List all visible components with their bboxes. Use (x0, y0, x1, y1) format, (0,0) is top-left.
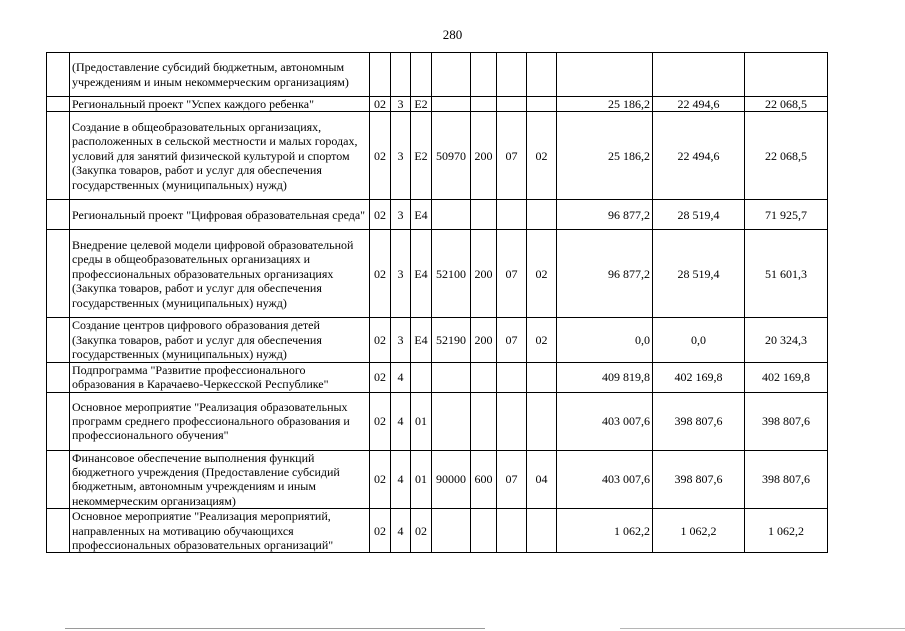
row-code-cell-c5 (471, 97, 497, 112)
row-amount-cell-v1: 0,0 (557, 318, 653, 362)
row-blank-cell (47, 97, 70, 112)
table-row (47, 362, 828, 392)
row-code-cell-c5 (471, 392, 497, 450)
row-code-cell-c2: 4 (391, 450, 411, 509)
row-code-cell-c1: 02 (370, 392, 391, 450)
row-code-cell-c3: Е4 (411, 200, 432, 230)
row-code-cell-c7 (527, 53, 557, 97)
row-code-cell-c4: 52100 (432, 230, 471, 318)
row-code-cell-c6 (497, 53, 527, 97)
row-code-cell-c6 (497, 200, 527, 230)
row-code-cell-c5 (471, 362, 497, 392)
row-blank-cell (47, 112, 70, 200)
row-code-cell-c6: 07 (497, 450, 527, 509)
row-code-cell-c5: 600 (471, 450, 497, 509)
row-amount-cell-v3: 22 068,5 (745, 97, 828, 112)
row-code-cell-c3 (411, 362, 432, 392)
row-amount-cell-v1: 409 819,8 (557, 362, 653, 392)
row-code-cell-c5 (471, 53, 497, 97)
row-code-cell-c2: 4 (391, 509, 411, 553)
row-code-cell-c5: 200 (471, 112, 497, 200)
row-code-cell-c5 (471, 200, 497, 230)
row-code-cell-c7 (527, 362, 557, 392)
row-amount-cell-v1: 403 007,6 (557, 392, 653, 450)
row-amount-cell-v2: 28 519,4 (653, 200, 745, 230)
row-name-cell: Внедрение целевой модели цифровой образовательной среды в общеобразовательных организациях и профессиональных образовательных организациях (Закупка товаров, работ и услуг для обеспечения государственных (муниципальных) нужд) (70, 230, 370, 318)
row-code-cell-c4 (432, 53, 471, 97)
row-code-cell-c1: 02 (370, 450, 391, 509)
row-amount-cell-v2: 0,0 (653, 318, 745, 362)
row-amount-cell-v2: 398 807,6 (653, 450, 745, 509)
row-code-cell-c1: 02 (370, 112, 391, 200)
row-name-cell: Основное мероприятие "Реализация мероприятий, направленных на мотивацию обучающихся профессиональных образовательных организаций" (70, 509, 370, 553)
row-code-cell-c6: 07 (497, 112, 527, 200)
row-code-cell-c1: 02 (370, 509, 391, 553)
row-amount-cell-v2: 398 807,6 (653, 392, 745, 450)
row-code-cell-c2: 3 (391, 318, 411, 362)
row-amount-cell-v1: 96 877,2 (557, 200, 653, 230)
row-amount-cell-v1: 96 877,2 (557, 230, 653, 318)
row-blank-cell (47, 318, 70, 362)
row-code-cell-c3: 01 (411, 392, 432, 450)
row-code-cell-c7 (527, 97, 557, 112)
row-code-cell-c7 (527, 392, 557, 450)
row-code-cell-c6: 07 (497, 230, 527, 318)
row-code-cell-c1: 02 (370, 200, 391, 230)
row-blank-cell (47, 509, 70, 553)
row-code-cell-c4 (432, 392, 471, 450)
row-name-cell: Основное мероприятие "Реализация образовательных программ среднего профессионального образования и профессионального обучения" (70, 392, 370, 450)
row-code-cell-c1: 02 (370, 230, 391, 318)
row-amount-cell-v3 (745, 53, 828, 97)
table-row (47, 509, 828, 553)
row-name-cell: Финансовое обеспечение выполнения функций бюджетного учреждения (Предоставление субсидий бюджетным, автономным учреждениям и иным некоммерческим организациям) (70, 450, 370, 509)
row-name-cell: Региональный проект "Цифровая образовательная среда" (70, 200, 370, 230)
row-code-cell-c4: 52190 (432, 318, 471, 362)
row-blank-cell (47, 230, 70, 318)
row-amount-cell-v1 (557, 53, 653, 97)
row-code-cell-c4: 50970 (432, 112, 471, 200)
row-code-cell-c1: 02 (370, 97, 391, 112)
row-amount-cell-v3: 22 068,5 (745, 112, 828, 200)
row-code-cell-c2: 3 (391, 112, 411, 200)
row-code-cell-c6: 07 (497, 318, 527, 362)
row-code-cell-c6 (497, 362, 527, 392)
row-amount-cell-v2: 22 494,6 (653, 97, 745, 112)
row-code-cell-c2: 4 (391, 362, 411, 392)
row-name-cell: (Предоставление субсидий бюджетным, автономным учреждениям и иным некоммерческим организациям) (70, 53, 370, 97)
row-amount-cell-v2: 1 062,2 (653, 509, 745, 553)
row-code-cell-c7: 02 (527, 318, 557, 362)
page-number: 280 (442, 27, 463, 42)
row-code-cell-c5: 200 (471, 230, 497, 318)
row-amount-cell-v2: 28 519,4 (653, 230, 745, 318)
row-amount-cell-v1: 1 062,2 (557, 509, 653, 553)
row-code-cell-c5 (471, 509, 497, 553)
row-code-cell-c4 (432, 509, 471, 553)
table-row (47, 200, 828, 230)
row-code-cell-c6 (497, 392, 527, 450)
row-code-cell-c1: 02 (370, 318, 391, 362)
row-blank-cell (47, 392, 70, 450)
row-code-cell-c2: 3 (391, 200, 411, 230)
row-code-cell-c5: 200 (471, 318, 497, 362)
row-code-cell-c3: Е4 (411, 318, 432, 362)
row-code-cell-c7: 02 (527, 230, 557, 318)
table-row (47, 112, 828, 200)
row-code-cell-c3: Е2 (411, 112, 432, 200)
row-amount-cell-v3: 398 807,6 (745, 450, 828, 509)
row-amount-cell-v3: 402 169,8 (745, 362, 828, 392)
table-row (47, 318, 828, 362)
row-amount-cell-v1: 25 186,2 (557, 112, 653, 200)
table-row (47, 97, 828, 112)
row-code-cell-c4 (432, 97, 471, 112)
row-code-cell-c2: 4 (391, 392, 411, 450)
row-code-cell-c3: 01 (411, 450, 432, 509)
row-code-cell-c3 (411, 53, 432, 97)
row-amount-cell-v2: 402 169,8 (653, 362, 745, 392)
row-code-cell-c4 (432, 200, 471, 230)
row-code-cell-c3: 02 (411, 509, 432, 553)
row-code-cell-c4 (432, 362, 471, 392)
table-row (47, 53, 828, 97)
row-code-cell-c3: Е4 (411, 230, 432, 318)
row-amount-cell-v3: 20 324,3 (745, 318, 828, 362)
table-row (47, 230, 828, 318)
footer-rule (65, 628, 485, 629)
budget-table (46, 52, 828, 553)
row-code-cell-c3: Е2 (411, 97, 432, 112)
row-amount-cell-v1: 25 186,2 (557, 97, 653, 112)
footer-rule-right (620, 628, 905, 629)
row-code-cell-c7: 04 (527, 450, 557, 509)
row-amount-cell-v3: 1 062,2 (745, 509, 828, 553)
row-amount-cell-v3: 51 601,3 (745, 230, 828, 318)
row-blank-cell (47, 362, 70, 392)
row-code-cell-c2: 3 (391, 230, 411, 318)
row-code-cell-c2: 3 (391, 97, 411, 112)
row-blank-cell (47, 200, 70, 230)
row-amount-cell-v2 (653, 53, 745, 97)
row-amount-cell-v3: 71 925,7 (745, 200, 828, 230)
row-code-cell-c4: 90000 (432, 450, 471, 509)
row-code-cell-c7 (527, 509, 557, 553)
row-code-cell-c2 (391, 53, 411, 97)
table-row (47, 392, 828, 450)
row-amount-cell-v1: 403 007,6 (557, 450, 653, 509)
row-amount-cell-v2: 22 494,6 (653, 112, 745, 200)
row-blank-cell (47, 450, 70, 509)
row-blank-cell (47, 53, 70, 97)
row-code-cell-c1 (370, 53, 391, 97)
row-code-cell-c6 (497, 97, 527, 112)
row-code-cell-c6 (497, 509, 527, 553)
row-code-cell-c7: 02 (527, 112, 557, 200)
row-name-cell: Создание центров цифрового образования детей (Закупка товаров, работ и услуг для обеспечения государственных (муниципальных) нужд) (70, 318, 370, 362)
row-name-cell: Подпрограмма "Развитие профессионального образования в Карачаево-Черкесской Республике" (70, 362, 370, 392)
row-amount-cell-v3: 398 807,6 (745, 392, 828, 450)
row-name-cell: Создание в общеобразовательных организациях, расположенных в сельской местности и малых городах, условий для занятий физической культурой и спортом (Закупка товаров, работ и услуг для обеспечения государственных (муниципальных) нужд) (70, 112, 370, 200)
row-code-cell-c7 (527, 200, 557, 230)
table-row (47, 450, 828, 509)
row-code-cell-c1: 02 (370, 362, 391, 392)
row-name-cell: Региональный проект "Успех каждого ребенка" (70, 97, 370, 112)
